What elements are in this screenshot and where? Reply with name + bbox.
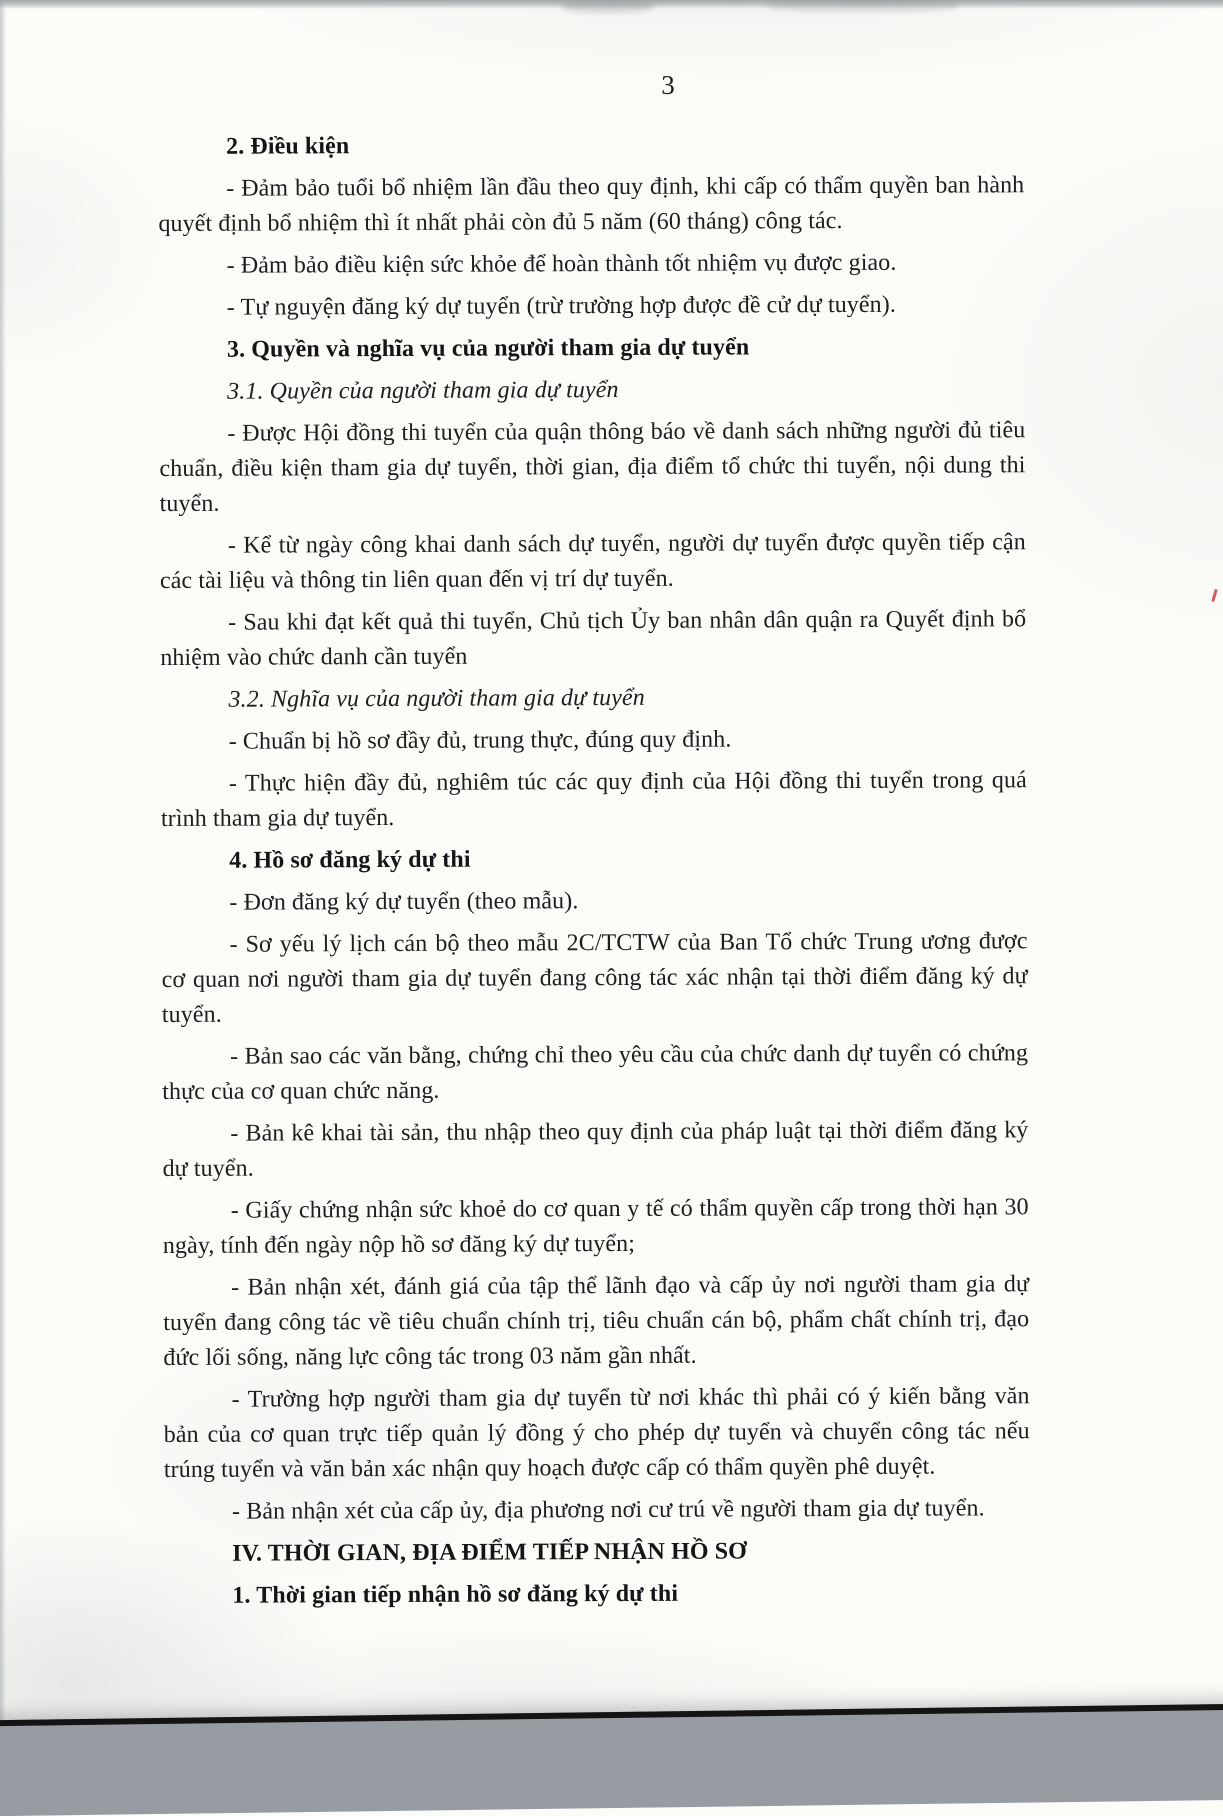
subheading-3-2: 3.2. Nghĩa vụ của người tham gia dự tuyển — [228, 684, 645, 713]
doc-paragraph: - Trường hợp người tham gia dự tuyển từ nơi khác thì phải có ý kiến bằng văn bản của cơ quan trực tiếp quản lý đồng ý cho phép dự tuyển và chuyển công tác nếu trúng tuyển và văn bản xác nhận quy hoạch được cấp có thẩm quyền phê duyệt. — [163, 1383, 1030, 1483]
heading-1-thoi-gian: 1. Thời gian tiếp nhận hồ sơ đăng ký dự thi — [232, 1580, 679, 1609]
doc-paragraph: - Bản sao các văn bằng, chứng chỉ theo yêu cầu của chức danh dự tuyển có chứng thực của cơ quan chức năng. — [162, 1040, 1029, 1105]
scan-edge-bottom — [0, 1704, 1223, 1816]
doc-paragraph: - Thực hiện đầy đủ, nghiêm túc các quy định của Hội đồng thi tuyển trong quá trình tham gia dự tuyển. — [160, 767, 1027, 832]
doc-paragraph: - Bản kê khai tài sản, thu nhập theo quy định của pháp luật tại thời điểm đăng ký dự tuyển. — [162, 1117, 1029, 1182]
heading-ho-so: 4. Hồ sơ đăng ký dự thi — [229, 846, 471, 874]
doc-paragraph: - Chuẩn bị hồ sơ đầy đủ, trung thực, đúng quy định. — [228, 726, 732, 755]
doc-paragraph: - Đơn đăng ký dự tuyển (theo mẫu). — [229, 888, 579, 916]
scan-edge-left — [0, 0, 6, 1736]
doc-paragraph: - Đảm bảo tuổi bổ nhiệm lần đầu theo quy định, khi cấp có thẩm quyền ban hành quyết định bổ nhiệm thì ít nhất phải còn đủ 5 năm (60 tháng) công tác. — [158, 172, 1025, 237]
doc-paragraph: - Tự nguyện đăng ký dự tuyển (trừ trường hợp được đề cử dự tuyển). — [226, 291, 896, 321]
doc-paragraph: - Giấy chứng nhận sức khoẻ do cơ quan y tế có thẩm quyền cấp trong thời hạn 30 ngày, tính đến ngày nộp hồ sơ đăng ký dự tuyển; — [162, 1194, 1029, 1259]
page-number: 3 — [661, 70, 675, 100]
subheading-3-1: 3.1. Quyền của người tham gia dự tuyển — [227, 376, 619, 405]
doc-paragraph: - Đảm bảo điều kiện sức khỏe để hoàn thành tốt nhiệm vụ được giao. — [226, 249, 897, 279]
doc-paragraph: - Sơ yếu lý lịch cán bộ theo mẫu 2C/TCTW của Ban Tổ chức Trung ương được cơ quan nơi người tham gia dự tuyển đang công tác xác nhận tại thời điểm đăng ký dự tuyển. — [161, 928, 1028, 1028]
doc-paragraph: - Kể từ ngày công khai danh sách dự tuyển, người dự tuyển được quyền tiếp cận các tài liệu và thông tin liên quan đến vị trí dự tuyển. — [159, 529, 1026, 594]
document-body — [158, 126, 1030, 1614]
doc-paragraph: - Bản nhận xét, đánh giá của tập thể lãnh đạo và cấp ủy nơi người tham gia dự tuyển đang công tác về tiêu chuẩn chính trị, tiêu chuẩn cán bộ, phẩm chất chính trị, đạo đức lối sống, năng lực công tác trong 03 năm gần nhất. — [163, 1271, 1030, 1371]
heading-dieu-kien: 2. Điều kiện — [226, 133, 350, 160]
heading-iv-thoi-gian: IV. THỜI GIAN, ĐỊA ĐIỂM TIẾP NHẬN HỒ SƠ — [232, 1538, 747, 1567]
doc-paragraph: - Bản nhận xét của cấp ủy, địa phương nơi cư trú về người tham gia dự tuyển. — [231, 1495, 985, 1525]
scan-smudge — [768, 0, 958, 12]
scan-smudge — [562, 1, 654, 12]
heading-quyen-nghia-vu: 3. Quyền và nghĩa vụ của người tham gia dự tuyển — [226, 334, 750, 363]
doc-paragraph: - Sau khi đạt kết quả thi tuyển, Chủ tịch Ủy ban nhân dân quận ra Quyết định bổ nhiệm vào chức danh cần tuyển — [160, 606, 1027, 671]
doc-paragraph: - Được Hội đồng thi tuyển của quận thông báo về danh sách những người đủ tiêu chuẩn, điều kiện tham gia dự tuyển, thời gian, địa điểm tổ chức thi tuyển, nội dung thi tuyển. — [159, 417, 1026, 517]
